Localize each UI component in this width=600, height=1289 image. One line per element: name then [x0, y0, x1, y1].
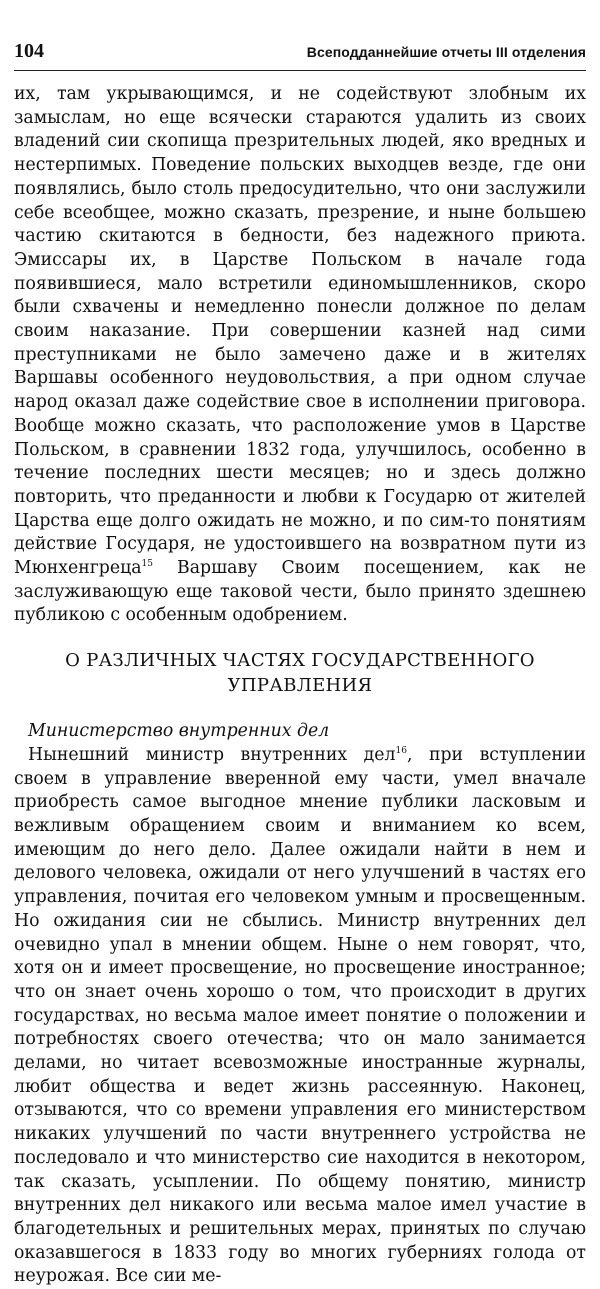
- footnote-ref-16: 16: [395, 746, 407, 757]
- paragraph-2-text: , при вступлении своем в управление вверенной ему части, умел вначале приобресть самое выгодное мнение публики ласковым и вежливым обращением своим и вниманием ко всем, имеющим до него дело. Далее ожидали найти в нем и делового человека, ожидали от него улучшений в частях его управления, почитая его человеком умным и просвещенным. Но ожидания сии не сбылись. Министр внутренних дел очевидно упал в мнении общем. Ныне о нем говорят, что, хотя он и имеет просвещение, но просвещение иностранное; что он знает очень хорошо о том, что происходит в других государствах, но весьма малое имеет понятие о положении и потребностях своего отечества; что он мало занимается делами, но читает всевозможные иностранные журналы, любит общества и ведет жизнь рассеянную. Наконец, отзываются, что со времени управления его министерством никаких улучшений по части внутреннего устройства не последовало и что министерство сие находится в некотором, так сказать, усыплении. По общему понятию, министр внутренних дел никакого или весьма малое имел участие в благодетельных и решительных мерах, принятых по случаю оказавшегося в 1833 году во многих губерниях голода от неурожая. Все сии ме-: [14, 744, 586, 1287]
- running-title: Всеподданнейшие отчеты III отделения: [306, 44, 586, 60]
- paragraph-1-text: их, там укрывающимся, и не содействуют злобным их замыслам, но еще всячески стараются удалить из своих владений сии скопища презрительных людей, яко вредных и нестерпимых. Поведение польских выходцев везде, где они появлялись, было столь предосудительно, что они заслужили себе всеобщее, можно сказать, презрение, и ныне большею частию скитаются в бедности, без надежного приюта. Эмиссары их, в Царстве Польском в начале года появившиеся, мало встретили единомышленников, скоро были схвачены и немедленно понесли должное по делам своим наказание. При совершении казней над сими преступниками не было замечено даже и в жителях Варшавы особенного неудовольствия, а при одном случае народ оказал даже содействие свое в исполнении приговора. Вообще можно сказать, что расположение умов в Царстве Польском, в сравнении 1832 года, улучшилось, особенно в течение последних шести месяцев; но и здесь должно повторить, что преданности и любви к Государю от жителей Царства еще долго ожидать не можно, и по сим-то понятиям действие Государя, не удостоившего на возвратном пути из Мюнхенгреца: [14, 84, 586, 579]
- header-rule: [14, 70, 586, 71]
- paragraph-ministry: [14, 744, 586, 1289]
- footnote-ref-15: 15: [141, 559, 153, 570]
- paragraph-2-lead: Нынешний министр внутренних дел: [28, 744, 396, 765]
- section-heading-line-2: УПРАВЛЕНИЯ: [227, 675, 373, 697]
- paragraph-continuation: [14, 83, 586, 628]
- section-heading-line-1: О РАЗЛИЧНЫХ ЧАСТЯХ ГОСУДАРСТВЕННОГО: [65, 650, 535, 672]
- paragraph-1-text-after: Варшаву Своим посещением, как не заслуживающую еще таковой чести, было принято здешнею публикою с особенным одобрением.: [14, 558, 586, 626]
- running-head: [14, 40, 586, 64]
- subsection-heading: Министерство внутренних дел: [28, 721, 330, 742]
- section-heading: [14, 648, 586, 698]
- page-number: 104: [14, 40, 44, 62]
